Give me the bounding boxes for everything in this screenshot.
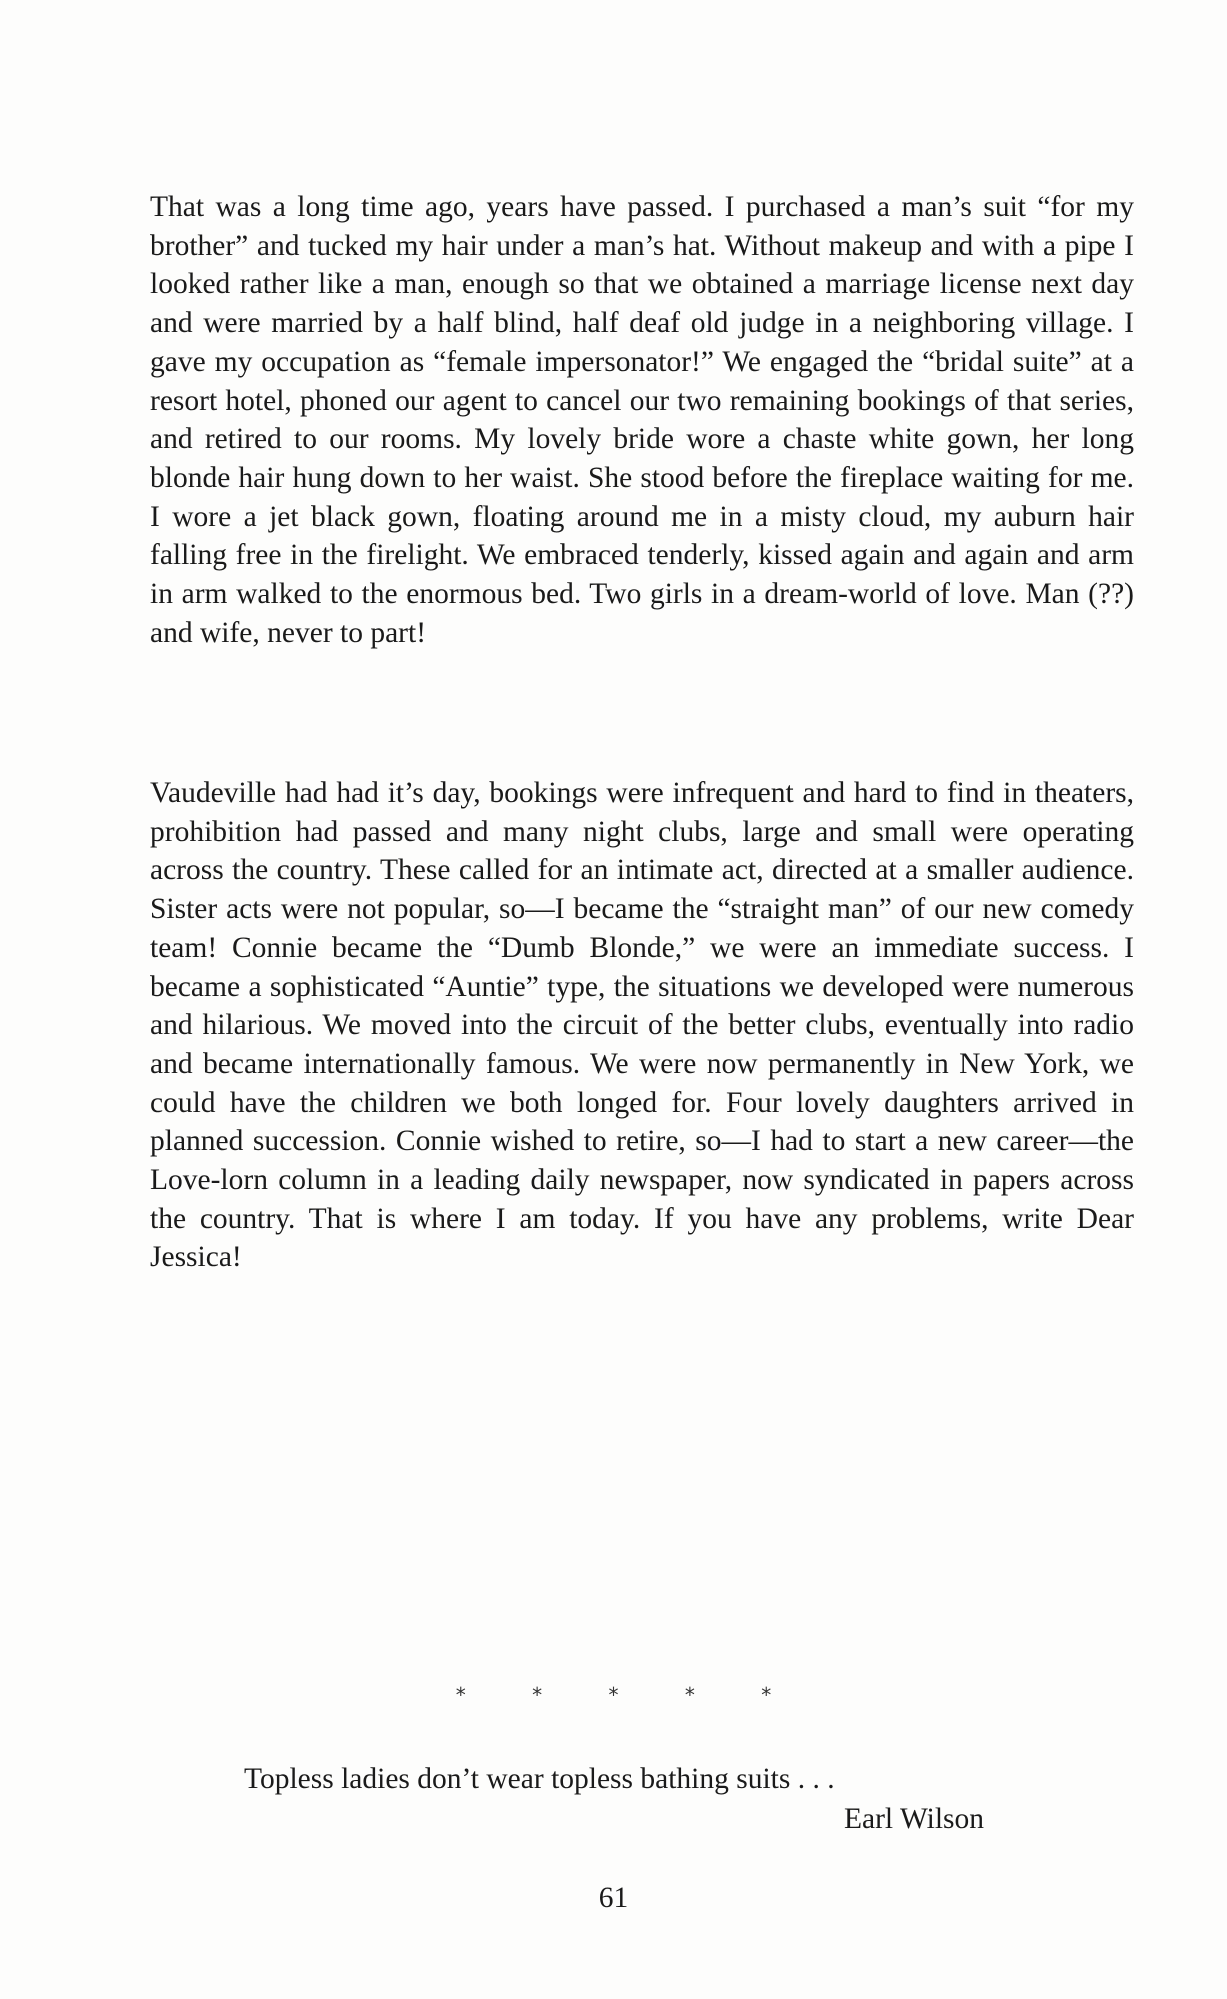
section-divider: * * * * * — [455, 1683, 802, 1707]
quote-attribution: Earl Wilson — [843, 1803, 984, 1835]
page-number: 61 — [598, 1882, 629, 1914]
body-paragraph-1: That was a long time ago, years have passed. I purchased a man’s suit “for my brother” and tucked my hair under a man’s hat. Without makeup and with a pipe I looked rather like a man, enough so that we obtained a marriage license next day and were married by a half blind, half deaf old judge in a neighboring village. I gave my occupation as “female impersonator!” We engaged the “bridal suite” at a resort hotel, phoned our agent to cancel our two remaining bookings of that series, and retired to our rooms. My lovely bride wore a chaste white gown, her long blonde hair hung down to her waist. She stood before the fireplace waiting for me. I wore a jet black gown, floating around me in a misty cloud, my auburn hair falling free in the firelight. We embraced tenderly, kissed again and again and arm in arm walked to the enormous bed. Two girls in a dream-world of love. Man (??) and wife, never to part! — [150, 191, 1134, 649]
epigraph-quote: Topless ladies don’t wear topless bathing suits . . . — [244, 1763, 835, 1795]
body-paragraph-2: Vaudeville had had it’s day, bookings were infrequent and hard to find in theaters, prohibition had passed and many night clubs, large and small were operating across the country. These called for an intimate act, directed at a smaller audience. Sister acts were not popular, so—I became the “straight man” of our new comedy team! Connie became the “Dumb Blonde,” we were an immediate success. I became a sophisticated “Auntie” type, the situations we developed were numerous and hilarious. We moved into the circuit of the better clubs, eventually into radio and became internationally famous. We were now permanently in New York, we could have the children we both longed for. Four lovely daughters arrived in planned succession. Connie wished to retire, so—I had to start a new career—the Love-lorn column in a leading daily newspaper, now syndicated in papers across the country. That is where I am today. If you have any problems, write Dear Jessica! — [150, 777, 1134, 1274]
